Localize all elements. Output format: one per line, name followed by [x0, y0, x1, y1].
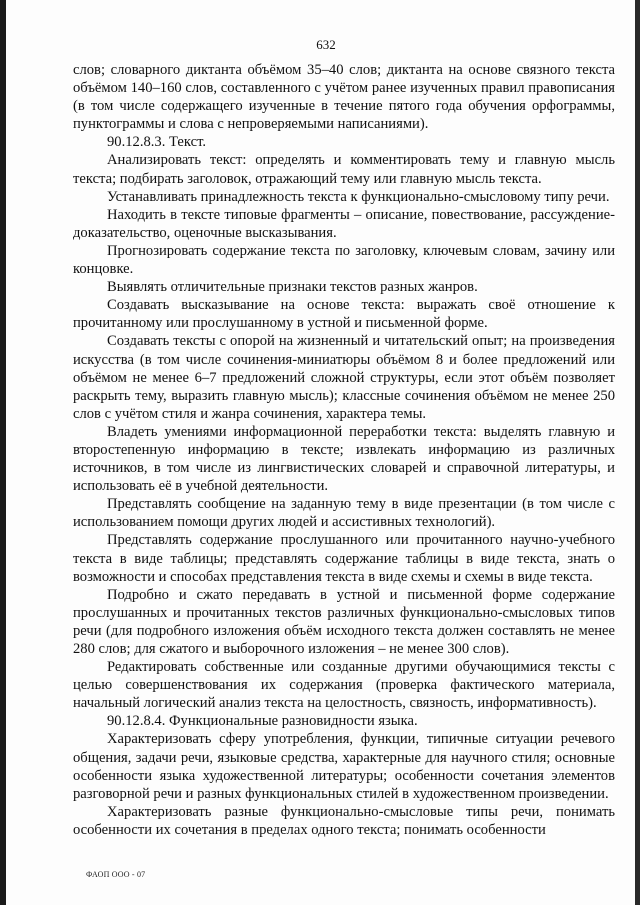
section-heading-text: 90.12.8.3. Текст.: [107, 134, 206, 151]
page-number: 632: [316, 37, 336, 52]
page-content: [73, 61, 615, 839]
paragraph: Представлять содержание прослушанного или прочитанного научно-учебного текста в виде таблицы; представлять содержание таблицы в виде текста, знать о возможности и способах представления текста в виде схемы и схемы в виде текста.: [73, 532, 615, 585]
paragraph: Устанавливать принадлежность текста к функционально-смысловому типу речи.: [107, 188, 610, 205]
paragraph: Создавать высказывание на основе текста: выражать своё отношение к прочитанному или прослушанному в устной и письменной форме.: [73, 297, 615, 332]
paragraph: Характеризовать сферу употребления, функции, типичные ситуации речевого общения, задачи речи, языковые средства, характерные для научного стиля; основные особенности языка художественной литературы; особенности сочетания элементов разговорной речи и разных функциональных стилей в художественном произведении.: [73, 731, 615, 802]
paragraph: Анализировать текст: определять и комментировать тему и главную мысль текста; подбирать заголовок, отражающий тему или главную мысль текста.: [73, 152, 615, 187]
paragraph: Подробно и сжато передавать в устной и письменной форме содержание прослушанных и прочитанных текстов различных функционально-смысловых типов речи (для подробного изложения объём исходного текста должен составлять не менее 280 слов; для сжатого и выборочного изложения – не менее 300 слов).: [73, 586, 615, 657]
section-heading-styles: 90.12.8.4. Функциональные разновидности языка.: [107, 713, 418, 730]
paragraph: Прогнозировать содержание текста по заголовку, ключевым словам, зачину или концовке.: [73, 242, 615, 278]
paragraph: Создавать тексты с опорой на жизненный и читательский опыт; на произведения искусства (в том числе сочинения-миниатюры объёмом 8 и более предложений или объёмом не менее 6–7 предложений сложной структуры, если этот объём позволяет раскрыть тему, выразить главную мысль); классные сочинения объёмом не менее 250 слов с учётом стиля и жанра сочинения, характера темы.: [73, 333, 615, 422]
paragraph: Находить в тексте типовые фрагменты – описание, повествование, рассуждение-доказательство, оценочные высказывания.: [73, 206, 615, 241]
paragraph: Владеть умениями информационной переработки текста: выделять главную и второстепенную информацию в тексте; извлекать информацию из различных источников, в том числе из лингвистических словарей и справочной литературы, и использовать её в учебной деятельности.: [73, 423, 615, 495]
paragraph: Характеризовать разные функционально-смысловые типы речи, понимать особенности их сочетания в пределах одного текста; понимать особенности: [73, 803, 615, 838]
paragraph: Выявлять отличительные признаки текстов разных жанров.: [107, 279, 478, 296]
paragraph: Представлять сообщение на заданную тему в виде презентации (в том числе с использованием помощи других людей и ассистивных технологий).: [73, 496, 615, 531]
paragraph: Редактировать собственные или созданные другими обучающимися тексты с целью совершенствования их содержания (проверка фактического материала, начальный логический анализ текста на целостность, связность, информативность).: [73, 659, 615, 712]
paragraph-continuation: слов; словарного диктанта объёмом 35–40 слов; диктанта на основе связного текста объёмом 140–160 слов, составленного с учётом ранее изученных правил правописания (в том числе содержащего изученные в течение пятого года обучения орфограммы, пунктограммы и слова с непроверяемыми написаниями).: [73, 62, 615, 133]
document-footer: ФАОП ООО - 07: [86, 870, 146, 879]
